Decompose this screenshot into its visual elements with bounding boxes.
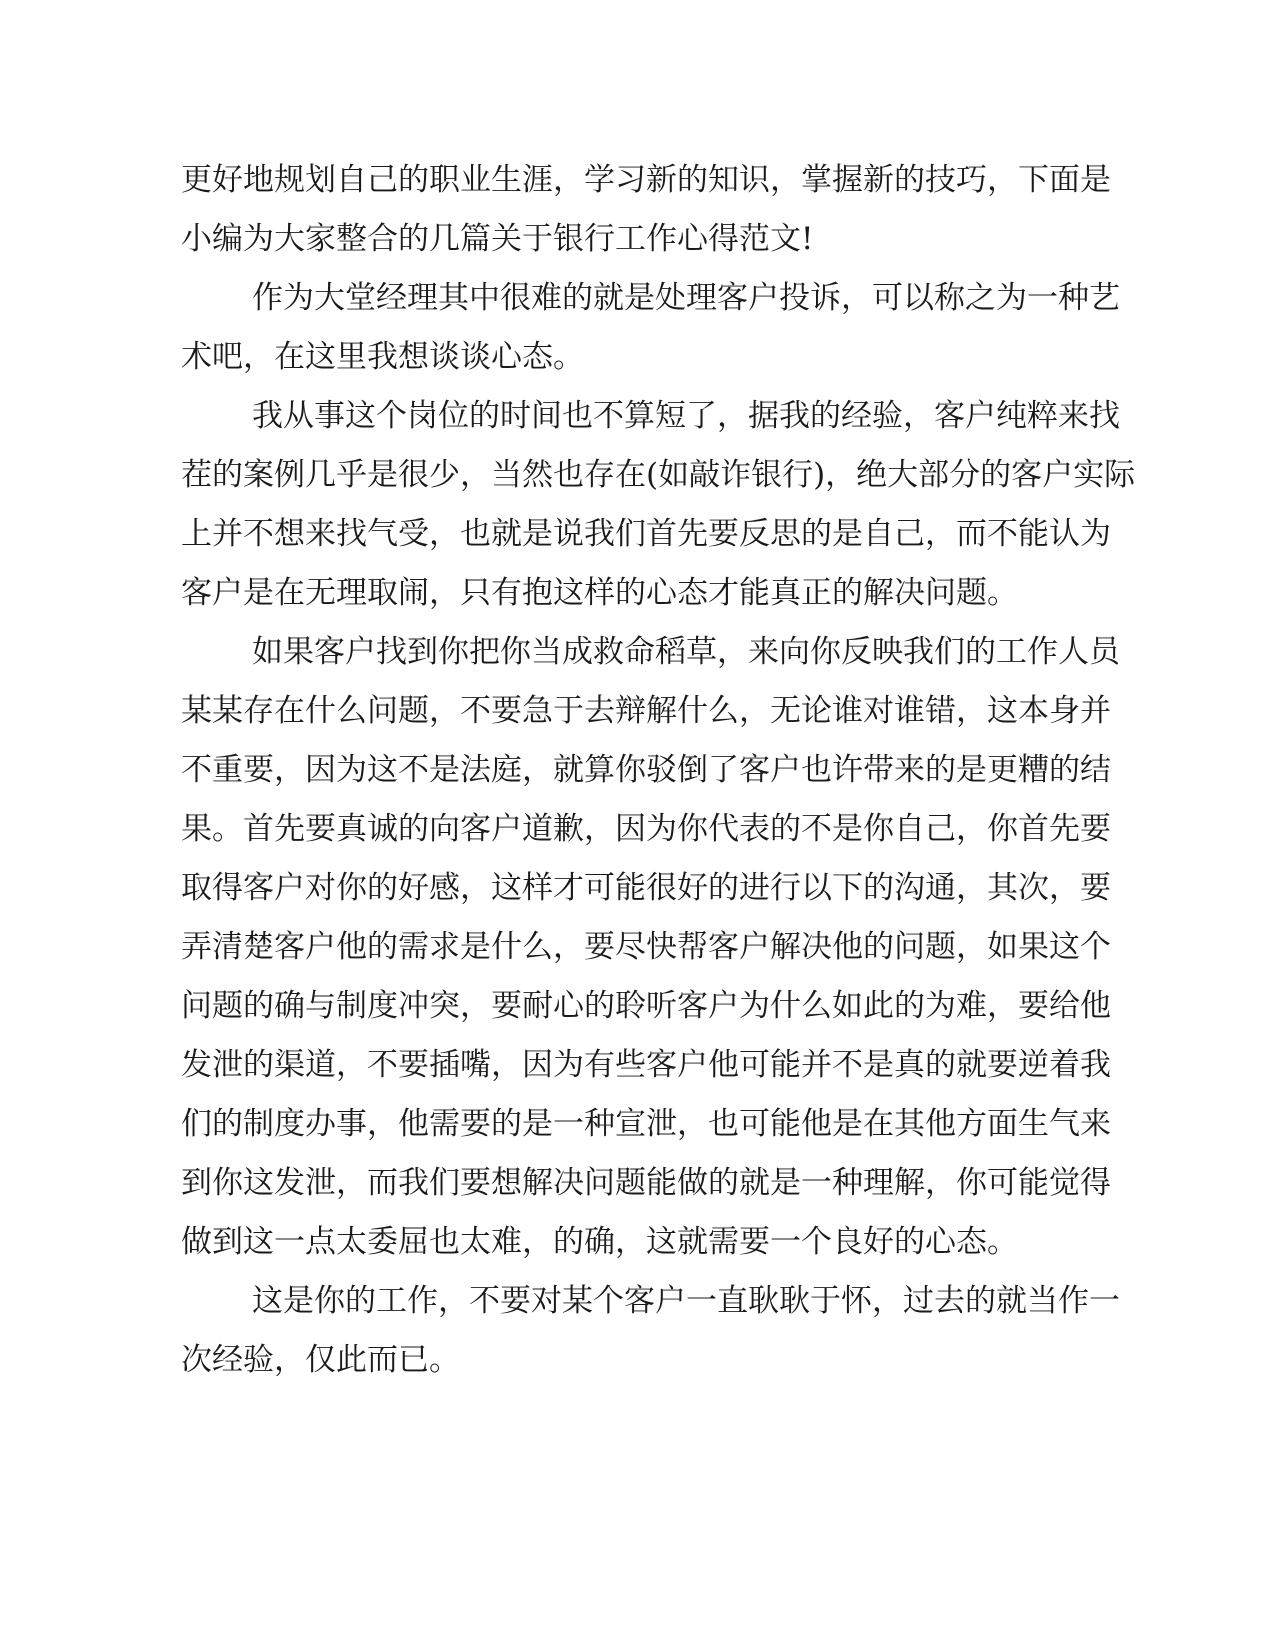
text-line: [0, 327, 1275, 387]
text-line: [0, 1271, 1275, 1331]
line-text: 术吧，在这里我想谈谈心态。: [181, 339, 584, 375]
line-text: 弄清楚客户他的需求是什么，要尽快帮客户解决他的问题，如果这个: [181, 929, 1111, 965]
line-text: 做到这一点太委屈也太难，的确，这就需要一个良好的心态。: [181, 1224, 1018, 1260]
text-line: [0, 1094, 1275, 1154]
line-text: 我从事这个岗位的时间也不算短了，据我的经验，客户纯粹来找: [252, 398, 1120, 434]
line-text: 茬的案例几乎是很少，当然也存在(如敲诈银行)，绝大部分的客户实际: [181, 457, 1136, 493]
line-text: 发泄的渠道，不要插嘴，因为有些客户他可能并不是真的就要逆着我: [181, 1047, 1111, 1083]
text-line: [0, 504, 1275, 564]
text-line: [0, 740, 1275, 800]
text-line: [0, 917, 1275, 977]
text-line: [0, 150, 1275, 210]
line-text: 更好地规划自己的职业生涯，学习新的知识，掌握新的技巧，下面是: [181, 162, 1111, 198]
text-line: [0, 681, 1275, 741]
line-text: 上并不想来找气受，也就是说我们首先要反思的是自己，而不能认为: [181, 516, 1111, 552]
text-line: [0, 445, 1275, 505]
text-line: [0, 1330, 1275, 1390]
line-text: 取得客户对你的好感，这样才可能很好的进行以下的沟通，其次，要: [181, 870, 1111, 906]
line-text: 如果客户找到你把你当成救命稻草，来向你反映我们的工作人员: [252, 634, 1120, 670]
line-text: 们的制度办事，他需要的是一种宣泄，也可能他是在其他方面生气来: [181, 1106, 1111, 1142]
text-line: [0, 1153, 1275, 1213]
text-line: [0, 1212, 1275, 1272]
line-text: 某某存在什么问题，不要急于去辩解什么，无论谁对谁错，这本身并: [181, 693, 1111, 729]
text-line: [0, 209, 1275, 269]
text-line: [0, 268, 1275, 328]
line-text: 次经验，仅此而已。: [181, 1342, 460, 1378]
line-text: 作为大堂经理其中很难的就是处理客户投诉，可以称之为一种艺: [252, 280, 1120, 316]
text-line: [0, 622, 1275, 682]
line-text: 客户是在无理取闹，只有抱这样的心态才能真正的解决问题。: [181, 575, 1018, 611]
line-text: 这是你的工作，不要对某个客户一直耿耿于怀，过去的就当作一: [252, 1283, 1120, 1319]
text-line: [0, 563, 1275, 623]
text-line: [0, 976, 1275, 1036]
text-line: [0, 858, 1275, 918]
line-text: 到你这发泄，而我们要想解决问题能做的就是一种理解，你可能觉得: [181, 1165, 1111, 1201]
line-text: 果。首先要真诚的向客户道歉，因为你代表的不是你自己，你首先要: [181, 811, 1111, 847]
line-text: 问题的确与制度冲突，要耐心的聆听客户为什么如此的为难，要给他: [181, 988, 1111, 1024]
line-text: 小编为大家整合的几篇关于银行工作心得范文!: [181, 221, 814, 257]
text-line: [0, 386, 1275, 446]
text-line: [0, 1035, 1275, 1095]
line-text: 不重要，因为这不是法庭，就算你驳倒了客户也许带来的是更糟的结: [181, 752, 1111, 788]
text-line: [0, 799, 1275, 859]
